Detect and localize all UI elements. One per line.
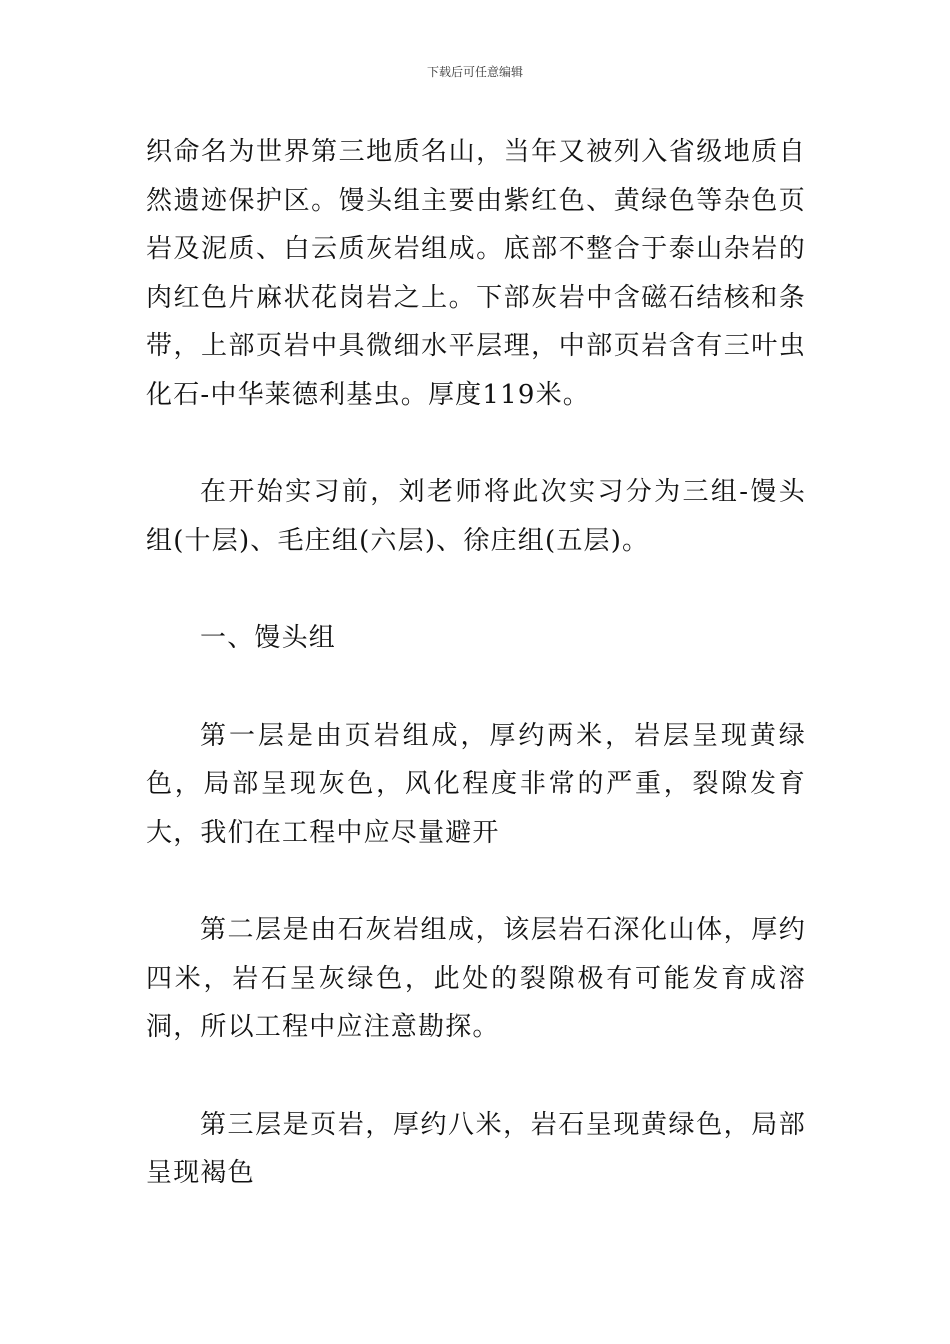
document-body (146, 128, 806, 1198)
paragraph-layer-one: 第一层是由页岩组成，厚约两米，岩层呈现黄绿色，局部呈现灰色，风化程度非常的严重，裂隙发育大，我们在工程中应尽量避开 (146, 720, 806, 848)
section-heading-mantou-group: 一、馒头组 (200, 623, 337, 653)
paragraph-continued: 织命名为世界第三地质名山，当年又被列入省级地质自然遗迹保护区。馒头组主要由紫红色、黄绿色等杂色页岩及泥质、白云质灰岩组成。底部不整合于泰山杂岩的肉红色片麻状花岗岩之上。下部灰岩中含磁石结核和条带，上部页岩中具微细水平层理，中部页岩含有三叶虫化石-中华莱德利基虫。厚度119米。 (146, 137, 806, 410)
page-header: 下载后可任意编辑 (426, 65, 523, 79)
paragraph-layer-three: 第三层是页岩，厚约八米，岩石呈现黄绿色，局部呈现褐色 (146, 1109, 806, 1188)
paragraph-layer-two: 第二层是由石灰岩组成，该层岩石深化山体，厚约四米，岩石呈灰绿色，此处的裂隙极有可能发育成溶洞，所以工程中应注意勘探。 (146, 915, 806, 1042)
paragraph-practice-groups: 在开始实习前，刘老师将此次实习分为三组-馒头组(十层)、毛庄组(六层)、徐庄组(五层)。 (146, 477, 806, 556)
